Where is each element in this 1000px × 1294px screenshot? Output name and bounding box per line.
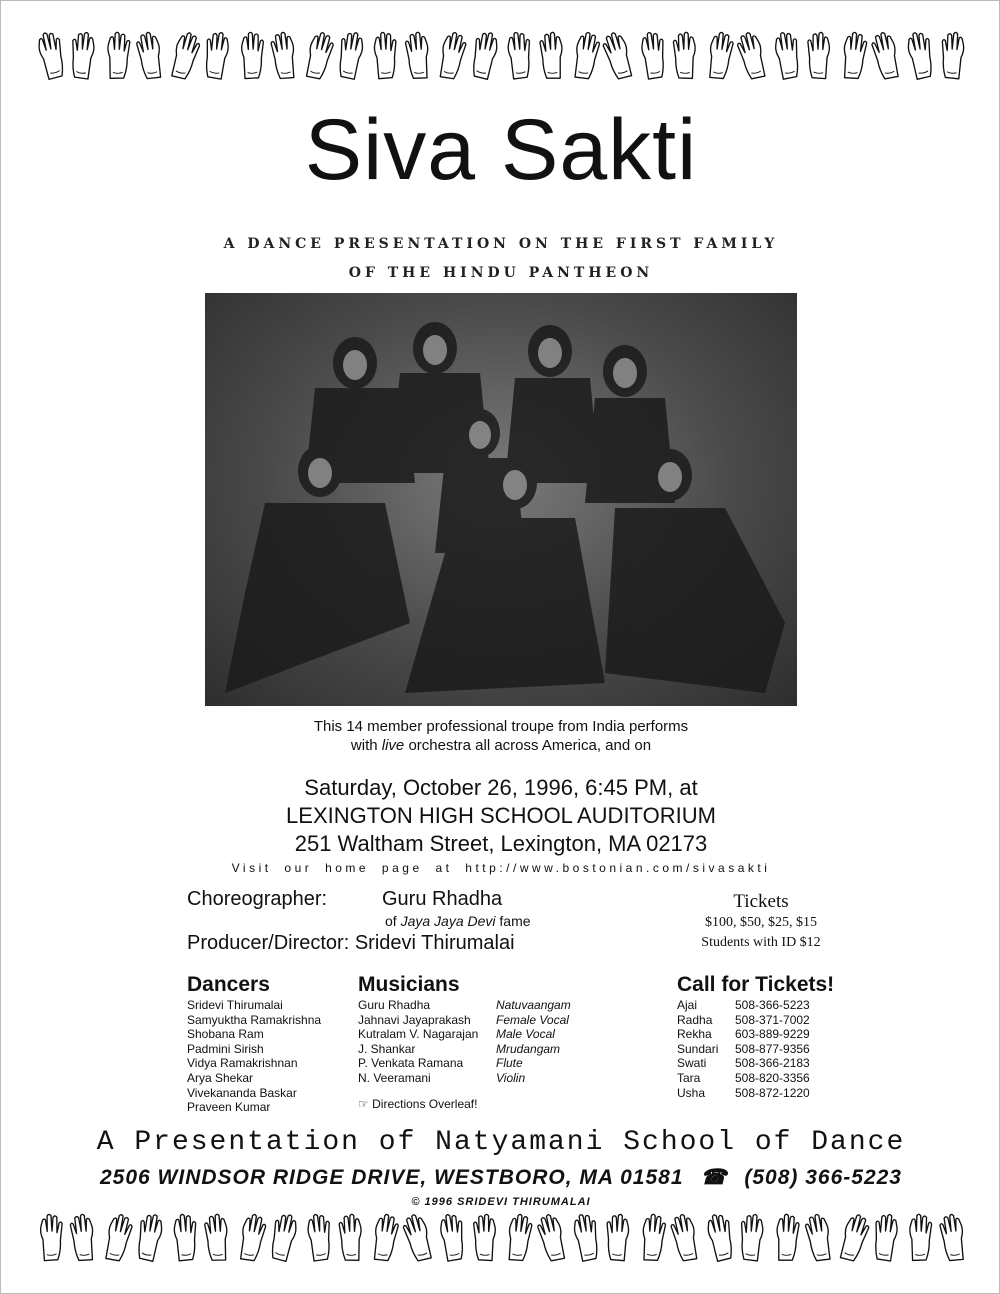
hand-mudra-icon	[271, 1211, 298, 1263]
directions-text: Directions Overleaf!	[372, 1097, 478, 1111]
hand-mudra-icon	[371, 1211, 398, 1263]
dancer-name: Samyuktha Ramakrishna	[187, 1012, 322, 1027]
musician-row	[358, 998, 571, 1013]
contact-phone: 508-366-2183	[735, 1056, 810, 1071]
hand-mudra-icon	[639, 29, 666, 81]
dancer-name: Shobana Ram	[187, 1027, 264, 1042]
musician-role: Flute	[496, 1056, 523, 1071]
musician-name: N. Veeramani	[358, 1070, 431, 1085]
school-address-line	[1, 1165, 1000, 1190]
contact-row	[677, 1027, 810, 1042]
contact-phone: 508-877-9356	[735, 1041, 810, 1056]
contact-row	[677, 1056, 810, 1071]
hand-mudra-icon	[405, 1211, 432, 1263]
dancer-name: Padmini Sirish	[187, 1041, 264, 1056]
contact-row	[677, 998, 810, 1013]
hand-mudra-icon	[605, 29, 632, 81]
hand-mudra-icon	[539, 1211, 566, 1263]
event-date: Saturday, October 26, 1996, 6:45 PM, at	[304, 775, 698, 800]
contact-phone: 603-889-9229	[735, 1027, 810, 1042]
telephone-icon: ☎	[700, 1166, 728, 1189]
musician-role: Natuvaangam	[496, 998, 571, 1012]
musicians-list	[358, 998, 571, 1086]
hand-mudra-icon	[405, 29, 432, 81]
copyright: © 1996 SRIDEVI THIRUMALAI	[411, 1196, 591, 1208]
caption-line-2	[1, 736, 1000, 755]
hand-mudra-border-bottom	[37, 1209, 967, 1265]
musician-name: Guru Rhadha	[358, 998, 431, 1012]
hand-mudra-icon	[204, 29, 231, 81]
musicians-heading: Musicians	[358, 973, 460, 996]
hand-mudra-border-top	[37, 27, 967, 83]
hand-mudra-icon	[305, 1211, 332, 1263]
hand-mudra-icon	[171, 29, 198, 81]
hand-mudra-icon	[539, 29, 566, 81]
caption-line-2-start: with	[350, 737, 382, 754]
hand-mudra-icon	[773, 29, 800, 81]
hand-mudra-icon	[605, 1211, 632, 1263]
hand-mudra-icon	[238, 29, 265, 81]
contact-name: Rekha	[677, 1027, 712, 1042]
contact-name: Radha	[677, 1012, 713, 1027]
contact-row	[677, 1042, 810, 1057]
caption-line-2-emphasis: live	[381, 737, 405, 754]
contact-phone: 508-872-1220	[735, 1085, 810, 1100]
hand-mudra-icon	[171, 1211, 198, 1263]
hand-mudra-icon	[305, 29, 332, 81]
dancer-name: Vidya Ramakrishnan	[187, 1056, 298, 1071]
student-price: Students with ID $12	[701, 935, 821, 950]
hand-mudra-icon	[806, 29, 833, 81]
hand-mudra-icon	[739, 29, 766, 81]
contact-name: Ajai	[677, 998, 698, 1012]
dancer-name: Sridevi Thirumalai	[187, 998, 283, 1012]
musician-row	[358, 1056, 571, 1071]
musician-name: P. Venkata Ramana	[358, 1056, 464, 1071]
hand-mudra-icon	[238, 1211, 265, 1263]
dancer-name: Arya Shekar	[187, 1070, 254, 1085]
contact-name: Swati	[677, 1056, 707, 1071]
hand-mudra-icon	[906, 1211, 933, 1263]
musician-role: Male Vocal	[496, 1027, 555, 1042]
dancer-name: Vivekananda Baskar	[187, 1085, 297, 1100]
choreographer-label: Choreographer:	[187, 888, 328, 910]
subtitle-line-1: A DANCE PRESENTATION ON THE FIRST FAMILY	[223, 236, 779, 252]
choreographer-note-start: of	[385, 913, 401, 929]
hand-mudra-icon	[873, 29, 900, 81]
hand-mudra-icon	[70, 1211, 97, 1263]
photo-caption	[1, 717, 1000, 755]
contact-name: Tara	[677, 1070, 701, 1085]
call-heading: Call for Tickets!	[677, 973, 835, 996]
contact-phone: 508-820-3356	[735, 1070, 810, 1085]
hand-mudra-icon	[773, 1211, 800, 1263]
hand-mudra-icon	[137, 29, 164, 81]
choreographer-line	[187, 888, 503, 911]
caption-line-1: This 14 member professional troupe from India performs	[313, 718, 689, 735]
hand-mudra-icon	[70, 29, 97, 81]
hand-mudra-icon	[873, 1211, 900, 1263]
hand-mudra-icon	[204, 1211, 231, 1263]
hand-mudra-icon	[672, 1211, 699, 1263]
event-address: 251 Waltham Street, Lexington, MA 02173	[294, 831, 708, 856]
musician-role: Female Vocal	[496, 1012, 569, 1027]
hand-mudra-icon	[37, 29, 64, 81]
musician-row	[358, 1013, 571, 1028]
call-list	[677, 998, 810, 1100]
troupe-photo	[205, 293, 797, 706]
hand-mudra-icon	[840, 29, 867, 81]
directions-note	[358, 1097, 477, 1111]
hand-mudra-icon	[104, 1211, 131, 1263]
contact-phone: 508-366-5223	[735, 998, 810, 1012]
school-address: 2506 WINDSOR RIDGE DRIVE, WESTBORO, MA 01581	[100, 1166, 684, 1189]
choreographer-note	[385, 913, 531, 929]
musician-name: Kutralam V. Nagarajan	[358, 1027, 479, 1042]
pointing-hand-icon: ☞	[358, 1097, 369, 1111]
hand-mudra-icon	[338, 29, 365, 81]
contact-row	[677, 1086, 810, 1101]
ticket-prices: $100, $50, $25, $15	[705, 915, 817, 930]
musician-row	[358, 1042, 571, 1057]
hand-mudra-icon	[672, 29, 699, 81]
presentation-line: A Presentation of Natyamani School of Dance	[96, 1127, 906, 1158]
hand-mudra-icon	[505, 29, 532, 81]
contact-row	[677, 1071, 810, 1086]
dancers-list	[187, 998, 321, 1115]
caption-line-2-end: orchestra all across America, and on	[404, 737, 652, 754]
choreographer-note-end: fame	[495, 913, 531, 929]
website-line: Visit our home page at http://www.bostonian.com/sivasakti	[231, 861, 771, 875]
musician-name: Jahnavi Jayaprakash	[358, 1012, 471, 1027]
hand-mudra-icon	[739, 1211, 766, 1263]
tickets-heading: Tickets	[733, 891, 789, 912]
hand-mudra-icon	[37, 1211, 64, 1263]
musician-row	[358, 1071, 571, 1086]
hand-mudra-icon	[940, 1211, 967, 1263]
dancer-name: Praveen Kumar	[187, 1100, 271, 1115]
hand-mudra-icon	[505, 1211, 532, 1263]
hand-mudra-icon	[438, 29, 465, 81]
contact-name: Usha	[677, 1085, 706, 1100]
hand-mudra-icon	[572, 1211, 599, 1263]
hand-mudra-icon	[906, 29, 933, 81]
hand-mudra-icon	[371, 29, 398, 81]
musician-role: Mrudangam	[496, 1041, 561, 1056]
dancers-heading: Dancers	[187, 973, 270, 996]
choreographer-note-title: Jaya Jaya Devi	[400, 913, 496, 929]
musician-name: J. Shankar	[358, 1041, 416, 1056]
hand-mudra-icon	[104, 29, 131, 81]
event-venue: LEXINGTON HIGH SCHOOL AUDITORIUM	[286, 803, 716, 828]
choreographer-name: Guru Rhadha	[382, 888, 503, 910]
musician-role: Violin	[496, 1070, 526, 1085]
contact-name: Sundari	[677, 1041, 719, 1056]
hand-mudra-icon	[137, 1211, 164, 1263]
hand-mudra-icon	[338, 1211, 365, 1263]
hand-mudra-icon	[438, 1211, 465, 1263]
subtitle-line-2: OF THE HINDU PANTHEON	[348, 265, 654, 281]
page-title: Siva Sakti	[304, 102, 698, 198]
producer-line: Producer/Director: Sridevi Thirumalai	[187, 932, 515, 954]
school-phone: (508) 366-5223	[744, 1166, 902, 1189]
hand-mudra-icon	[940, 29, 967, 81]
hand-mudra-icon	[572, 29, 599, 81]
hand-mudra-icon	[706, 1211, 733, 1263]
contact-phone: 508-371-7002	[735, 1012, 810, 1027]
musician-row	[358, 1027, 571, 1042]
hand-mudra-icon	[472, 1211, 499, 1263]
tickets-box	[661, 891, 861, 953]
hand-mudra-icon	[806, 1211, 833, 1263]
contact-row	[677, 1013, 810, 1028]
hand-mudra-icon	[472, 29, 499, 81]
hand-mudra-icon	[706, 29, 733, 81]
hand-mudra-icon	[639, 1211, 666, 1263]
hand-mudra-icon	[840, 1211, 867, 1263]
hand-mudra-icon	[271, 29, 298, 81]
